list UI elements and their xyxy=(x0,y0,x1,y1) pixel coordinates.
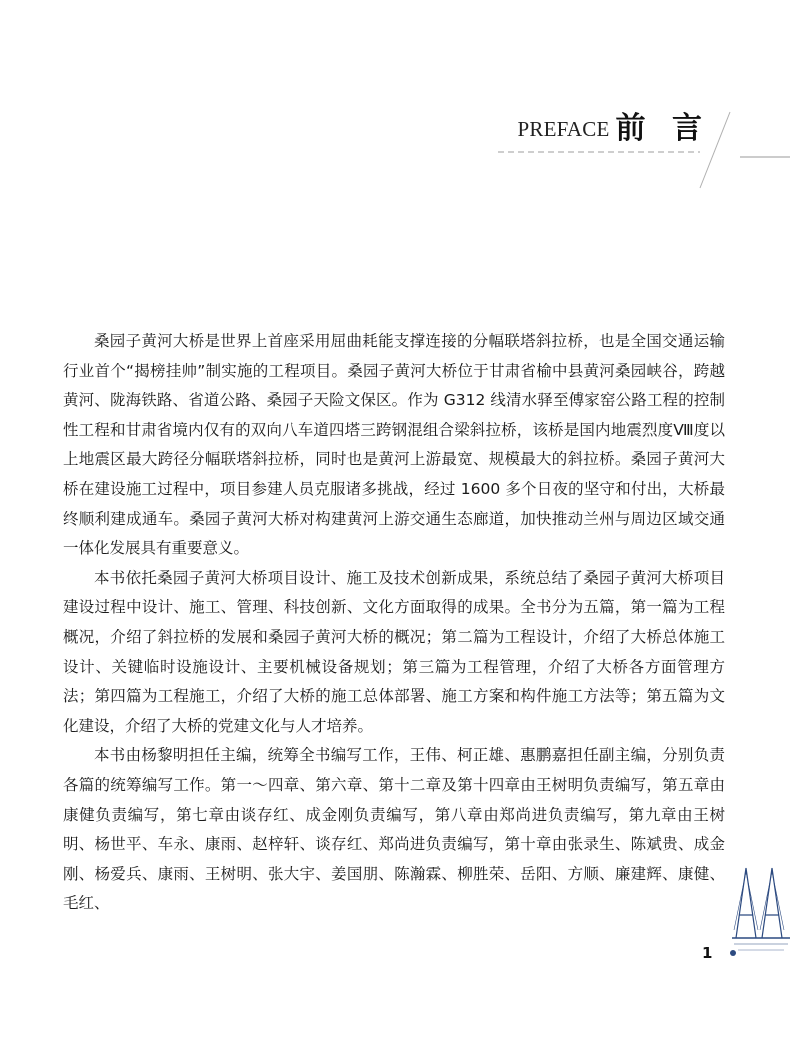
preface-title-en: PREFACE xyxy=(517,117,610,141)
preface-title-cn: 前 言 xyxy=(615,111,710,146)
paragraph-2: 本书依托桑园子黄河大桥项目设计、施工及技术创新成果，系统总结了桑园子黄河大桥项目建设过程中设计、施工、管理、科技创新、文化方面取得的成果。全书分为五篇，第一篇为工程概况，介绍了斜拉桥的发展和桑园子黄河大桥的概况；第二篇为工程设计，介绍了大桥总体施工设计、关键临时设施设计、主要机械设备规划；第三篇为工程管理，介绍了大桥各方面管理方法；第四篇为工程施工，介绍了大桥的施工总体部署、施工方案和构件施工方法等；第五篇为文化建设，介绍了大桥的党建文化与人才培养。 xyxy=(63,568,725,735)
header-decoration xyxy=(490,100,790,200)
paragraph-3: 本书由杨黎明担任主编，统筹全书编写工作，王伟、柯正雄、惠鹏嘉担任副主编，分别负责各篇的统筹编写工作。第一～四章、第六章、第十二章及第十四章由王树明负责编写，第五章由康健负责编写，第七章由谈存红、成金刚负责编写，第八章由郑尚进负责编写，第九章由王树明、杨世平、车永、康雨、赵梓轩、谈存红、郑尚进负责编写，第十章由张录生、陈斌贵、成金刚、杨爱兵、康雨、王树明、张大宇、姜国朋、陈瀚霖、柳胜荣、岳阳、方顺、廉建辉、康健、毛红、 xyxy=(63,746,725,913)
page-number xyxy=(702,944,736,962)
paragraph-1: 桑园子黄河大桥是世界上首座采用屈曲耗能支撑连接的分幅联塔斜拉桥，也是全国交通运输行业首个“揭榜挂帅”制实施的工程项目。桑园子黄河大桥位于甘肃省榆中县黄河桑园峡谷，跨越黄河、陇海铁路、省道公路、桑园子天险文保区。作为 G312 线清水驿至傅家窑公路工程的控制性工程和甘肃省境内仅有的双向八车道四塔三跨钢混组合梁斜拉桥，该桥是国内地震烈度Ⅷ度以上地震区最大跨径分幅联塔斜拉桥，同时也是黄河上游最宽、规模最大的斜拉桥。桑园子黄河大桥在建设施工过程中，项目参建人员克服诸多挑战，经过 1600 多个日夜的坚守和付出，大桥最终顺利建成通车。桑园子黄河大桥对构建黄河上游交通生态廊道，加快推动兰州与周边区域交通一体化发展具有重要意义。 xyxy=(63,332,725,558)
page-dot-icon xyxy=(730,950,736,956)
preface-body xyxy=(63,327,725,919)
bridge-tower-icon xyxy=(732,860,790,960)
page-number-text: 1 xyxy=(702,944,713,962)
